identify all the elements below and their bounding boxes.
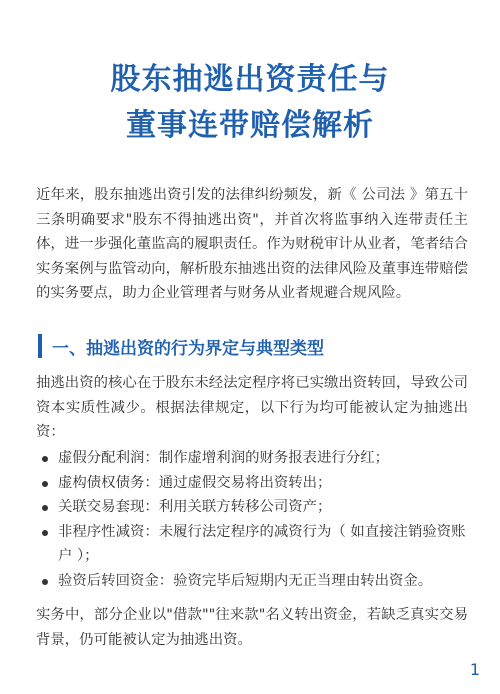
bullet-icon: [42, 481, 48, 487]
page-number: 1: [469, 660, 480, 679]
page-title-line1: 股东抽逃出资责任与: [110, 62, 390, 97]
intro-paragraph: 近年来，股东抽逃出资引发的法律纠纷频发，新《 公司法 》第五十三条明确要求"股东不得抽逃出资"，并首次将监事纳入连带责任主体，进一步强化董监高的履职责任。作为财税审计从业者，笔者结合实务案例与监管动向，解析股东抽逃出资的法律风险及董事连带赔偿的实务要点，助力企业管理者与财务从业者规避合规风险。: [36, 187, 468, 301]
list-item: [36, 520, 468, 569]
bullet-icon: [42, 530, 48, 536]
bullet-icon: [42, 579, 48, 585]
practice-paragraph: 实务中，部分企业以"借款""往来款"名义转出资金，若缺乏真实交易背景，仍可能被认定为抽逃出资。: [36, 607, 468, 648]
list-item-text: 关联交易套现：利用关联方转移公司资产；: [58, 499, 332, 515]
list-item-text: 非程序性减资：未履行法定程序的减资行为（ 如直接注销验资账户 ）；: [58, 523, 466, 564]
bullet-icon: [42, 505, 48, 511]
section-heading: [38, 333, 324, 359]
bullet-icon: [42, 456, 48, 462]
page-title-line2: 董事连带赔偿解析: [126, 108, 374, 143]
core-paragraph: 抽逃出资的核心在于股东未经法定程序将已实缴出资转回，导致公司资本实质性减少。根据法律规定，以下行为均可能被认定为抽逃出资：: [36, 375, 468, 440]
list-item-text: 虚构债权债务：通过虚假交易将出资转出；: [58, 474, 332, 491]
list-item: [36, 471, 468, 496]
list-item: [36, 446, 468, 471]
section-heading-text: 一、抽逃出资的行为界定与典型类型: [52, 338, 324, 359]
section-accent-bar: [38, 334, 42, 358]
list-item-text: 验资后转回资金：验资完毕后短期内无正当理由转出资金。: [58, 572, 433, 589]
list-item-text: 虚假分配利润：制作虚增利润的财务报表进行分红；: [58, 450, 389, 466]
list-item: [36, 495, 468, 520]
list-item: [36, 569, 468, 594]
behavior-list: [36, 446, 468, 593]
